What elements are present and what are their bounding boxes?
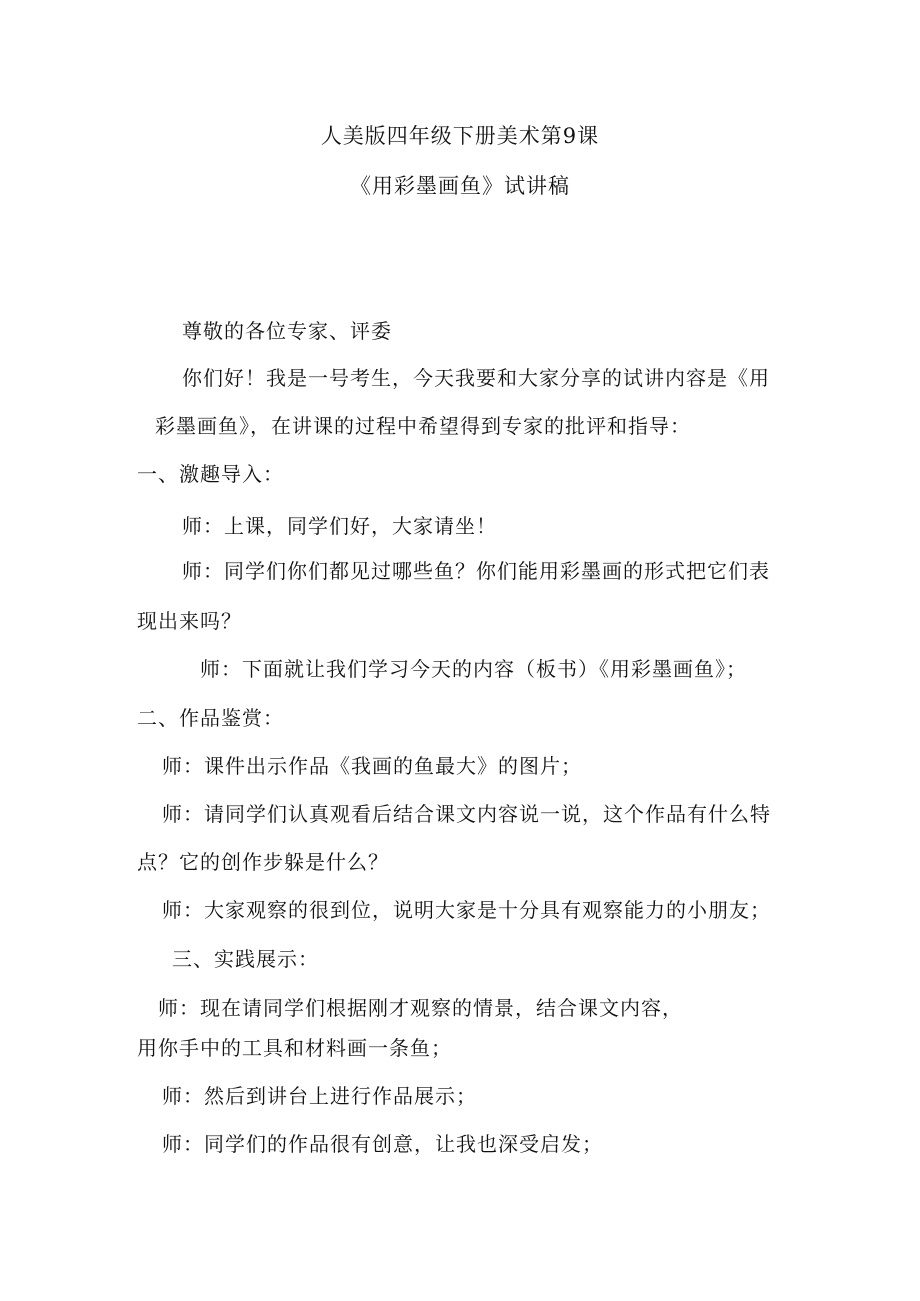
section2-heading: 二、作品鉴赏： [137,706,284,730]
section1-line1: 师：上课，同学们好，大家请坐！ [182,514,497,538]
section2-line3: 师：大家观察的很到位，说明大家是十分具有观察能力的小朋友； [162,898,771,922]
greeting: 尊敬的各位专家、评委 [182,319,392,343]
section2-line2a: 师：请同学们认真观看后结合课文内容说一说，这个作品有什么特 [162,802,771,826]
section1-line3: 师：下面就让我们学习今天的内容（板书）《用彩墨画鱼》； [200,657,747,681]
section3-line1a: 师：现在请同学们根据刚才观察的情景，结合课文内容， [158,996,683,1020]
section1-heading: 一、激趣导入： [137,462,284,486]
section2-line2b: 点？它的创作步躲是什么？ [137,850,389,874]
document-title-line2: 《用彩墨画鱼》试讲稿 [350,174,570,198]
section3-line1b: 用你手中的工具和材料画一条鱼； [137,1036,452,1060]
section2-line1: 师：课件出示作品《我画的鱼最大》的图片； [162,754,582,778]
section1-line2a: 师：同学们你们都见过哪些鱼？你们能用彩墨画的形式把它们表 [182,559,770,583]
section3-heading: 三、实践展示： [172,947,319,971]
section3-line2: 师：然后到讲台上进行作品展示； [162,1084,477,1108]
intro-paragraph-line1: 你们好！我是一号考生，今天我要和大家分享的试讲内容是《用 [182,366,770,390]
intro-paragraph-line2: 彩墨画鱼》，在讲课的过程中希望得到专家的批评和指导： [155,414,691,438]
section1-line2b: 现出来吗？ [137,609,242,633]
section3-line3: 师：同学们的作品很有创意，让我也深受启发； [162,1132,603,1156]
document-title-line1: 人美版四年级下册美术第9课 [320,124,600,148]
